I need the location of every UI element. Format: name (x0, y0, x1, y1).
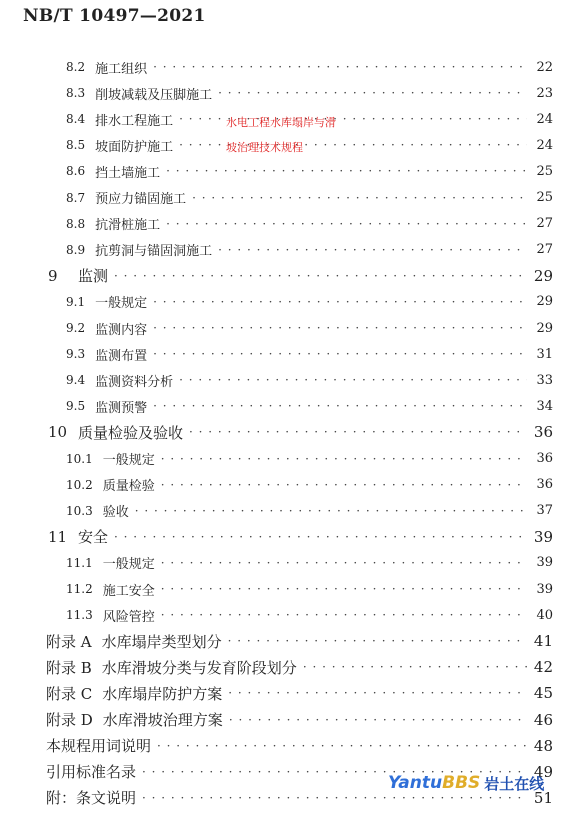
toc-page-number: 36 (536, 477, 553, 493)
toc-entry-number: 8.6 (66, 164, 86, 179)
toc-dot-leader (161, 448, 527, 470)
toc-row[interactable] (66, 552, 553, 574)
toc-row[interactable] (66, 187, 553, 209)
toc-entry-title: 引用标准名录 (46, 763, 137, 782)
toc-entry-number: 9.5 (66, 399, 86, 414)
toc-dot-leader (218, 82, 527, 104)
toc-row[interactable] (66, 395, 553, 417)
document-code-header: NB/T 10497—2021 (23, 6, 206, 26)
toc-entry-number: 附录 C (46, 684, 93, 703)
toc-entry-title: 抗滑桩施工 (95, 218, 161, 234)
toc-page-number: 27 (536, 242, 553, 258)
toc-entry-number: 9.1 (66, 294, 86, 309)
toc-row[interactable] (66, 134, 553, 156)
toc-entry-title: 水库滑坡治理方案 (102, 711, 223, 729)
toc-dot-leader (157, 735, 527, 757)
toc-dot-leader (192, 187, 527, 209)
toc-entry-number: 10 (48, 423, 68, 442)
toc-entry-title: 验收 (102, 505, 129, 521)
toc-row[interactable] (66, 82, 553, 104)
toc-entry-number: 附录 A (46, 632, 92, 651)
toc-row[interactable] (66, 213, 553, 235)
toc-entry-title: 安全 (78, 528, 109, 547)
toc-page-number: 36 (536, 451, 553, 466)
toc-row[interactable] (48, 421, 553, 443)
toc-entry-title: 本规程用词说明 (46, 737, 152, 756)
toc-page-number: 40 (536, 607, 553, 623)
toc-entry-number: 附录 B (46, 658, 92, 677)
toc-entry-title: 水库塌岸类型划分 (101, 632, 222, 651)
toc-page-number: 29 (533, 266, 553, 285)
toc-entry-number: 8.9 (66, 242, 86, 257)
toc-page-number: 29 (536, 294, 553, 310)
toc-page-number: 24 (536, 137, 553, 153)
toc-row[interactable] (66, 369, 553, 391)
logo-part-yantu: Yantu (388, 773, 443, 793)
toc-dot-leader (229, 709, 527, 731)
yantubbs-logo[interactable] (388, 770, 544, 796)
toc-page-number: 45 (533, 684, 553, 703)
toc-entry-title: 一般规定 (102, 453, 155, 468)
toc-page-number: 29 (536, 320, 553, 336)
toc-entry-title: 监测 (78, 267, 109, 286)
toc-entry-title: 施工组织 (95, 61, 148, 77)
toc-entry-title: 质量检验 (102, 479, 155, 495)
toc-entry-number: 11 (48, 527, 68, 546)
toc-entry-number: 10.3 (66, 503, 93, 518)
toc-entry-number: 11.2 (66, 582, 93, 596)
toc-entry-title: 附：条文说明 (46, 789, 137, 808)
toc-row[interactable] (46, 735, 553, 757)
toc-row[interactable] (66, 239, 553, 261)
toc-row[interactable] (66, 56, 553, 78)
toc-dot-leader (135, 500, 527, 522)
toc-entry-number: 8.4 (66, 112, 86, 127)
toc-dot-leader (303, 656, 527, 678)
toc-entry-title: 一般规定 (95, 296, 148, 312)
toc-row[interactable] (46, 709, 553, 731)
toc-row[interactable] (66, 291, 553, 313)
toc-page-number: 42 (533, 658, 553, 677)
toc-page-number: 31 (536, 346, 553, 362)
toc-page-number: 39 (536, 555, 553, 571)
toc-page-number: 27 (536, 216, 553, 232)
toc-row[interactable] (46, 682, 553, 704)
toc-entry-number: 附录 D (46, 711, 93, 729)
toc-entry-number: 10.1 (66, 451, 93, 466)
toc-dot-leader (153, 395, 527, 417)
toc-page-number: 49 (533, 762, 553, 781)
toc-entry-title: 坡面防护施工 (95, 139, 174, 155)
toc-row[interactable] (66, 578, 553, 600)
toc-entry-number: 8.5 (66, 138, 86, 153)
toc-entry-number: 8.3 (66, 86, 86, 101)
toc-entry-title: 挡土墙施工 (95, 165, 161, 181)
toc-entry-number: 8.2 (66, 60, 86, 74)
toc-row[interactable] (46, 656, 553, 678)
toc-dot-leader (114, 265, 527, 287)
toc-page-number: 48 (533, 736, 553, 755)
toc-entry-title: 质量检验及验收 (78, 423, 184, 442)
toc-page-number: 33 (536, 372, 553, 388)
toc-entry-title: 水库塌岸防护方案 (102, 684, 223, 703)
toc-dot-leader (228, 682, 527, 704)
toc-row[interactable] (48, 526, 553, 548)
toc-entry-number: 8.7 (66, 190, 86, 205)
toc-entry-number: 9.4 (66, 373, 86, 388)
toc-page-number: 46 (533, 710, 553, 729)
toc-dot-leader (153, 56, 527, 78)
toc-dot-leader (161, 604, 527, 626)
toc-dot-leader (161, 552, 527, 574)
toc-page-number: 37 (536, 503, 553, 519)
toc-entry-number: 9 (48, 266, 58, 285)
toc-entry-title: 排水工程施工 (95, 113, 174, 129)
toc-row[interactable] (66, 604, 553, 626)
toc-dot-leader (153, 291, 527, 313)
toc-entry-number: 8.8 (66, 216, 86, 231)
toc-row[interactable] (66, 343, 553, 365)
toc-dot-leader (114, 526, 527, 548)
toc-entry-title: 监测预警 (95, 400, 148, 416)
watermark-line-2: 坡治理技术规程 (226, 141, 303, 154)
toc-dot-leader (189, 421, 527, 443)
toc-page-number: 25 (536, 190, 553, 205)
toc-row[interactable] (66, 474, 553, 496)
logo-part-cn: 岩土在线 (484, 774, 545, 793)
toc-page-number: 23 (536, 85, 553, 101)
toc-dot-leader (153, 343, 527, 365)
toc-entry-title: 监测资料分析 (95, 374, 174, 390)
toc-entry-title: 监测布置 (95, 348, 148, 364)
toc-row[interactable] (66, 317, 553, 339)
toc-page-number: 51 (533, 788, 553, 807)
toc-entry-number: 11.1 (66, 555, 93, 570)
toc-row[interactable] (48, 265, 553, 287)
toc-page-number: 22 (536, 59, 553, 75)
toc-page-number: 34 (536, 398, 553, 414)
toc-dot-leader (179, 369, 527, 391)
toc-entry-title: 抗剪洞与锚固洞施工 (95, 244, 213, 260)
toc-row[interactable] (66, 448, 553, 470)
toc-entry-number: 10.2 (66, 477, 93, 492)
toc-dot-leader (166, 160, 527, 182)
watermark-line-1: 水电工程水库塌岸与滑 (226, 116, 336, 129)
toc-entry-number: 9.2 (66, 321, 86, 335)
logo-part-bbs: BBS (442, 773, 481, 793)
toc-entry-title: 监测内容 (95, 322, 148, 338)
toc-entry-number: 11.3 (66, 608, 93, 623)
toc-entry-number: 9.3 (66, 347, 86, 362)
toc-entry-title: 削坡减载及压脚施工 (95, 87, 213, 103)
toc-entry-title: 施工安全 (102, 583, 155, 599)
toc-dot-leader (161, 578, 527, 600)
toc-page-number: 36 (533, 423, 553, 442)
toc-dot-leader (153, 317, 527, 339)
toc-entry-title: 水库滑坡分类与发育阶段划分 (101, 658, 297, 677)
toc-page-number: 24 (536, 111, 553, 127)
toc-entry-title: 风险管控 (102, 609, 155, 625)
toc-dot-leader (161, 474, 527, 496)
toc-dot-leader (166, 213, 527, 235)
toc-page-number: 41 (533, 632, 553, 651)
toc-row[interactable] (66, 160, 553, 182)
toc-entry-title: 预应力锚固施工 (95, 192, 187, 207)
toc-page-number: 39 (533, 527, 553, 546)
toc-row[interactable] (66, 500, 553, 522)
toc-page-number: 39 (536, 581, 553, 597)
toc-dot-leader (228, 630, 527, 652)
toc-page-number: 25 (536, 163, 553, 179)
toc-dot-leader (218, 239, 527, 261)
toc-row[interactable] (46, 630, 553, 652)
toc-entry-title: 一般规定 (102, 557, 155, 573)
